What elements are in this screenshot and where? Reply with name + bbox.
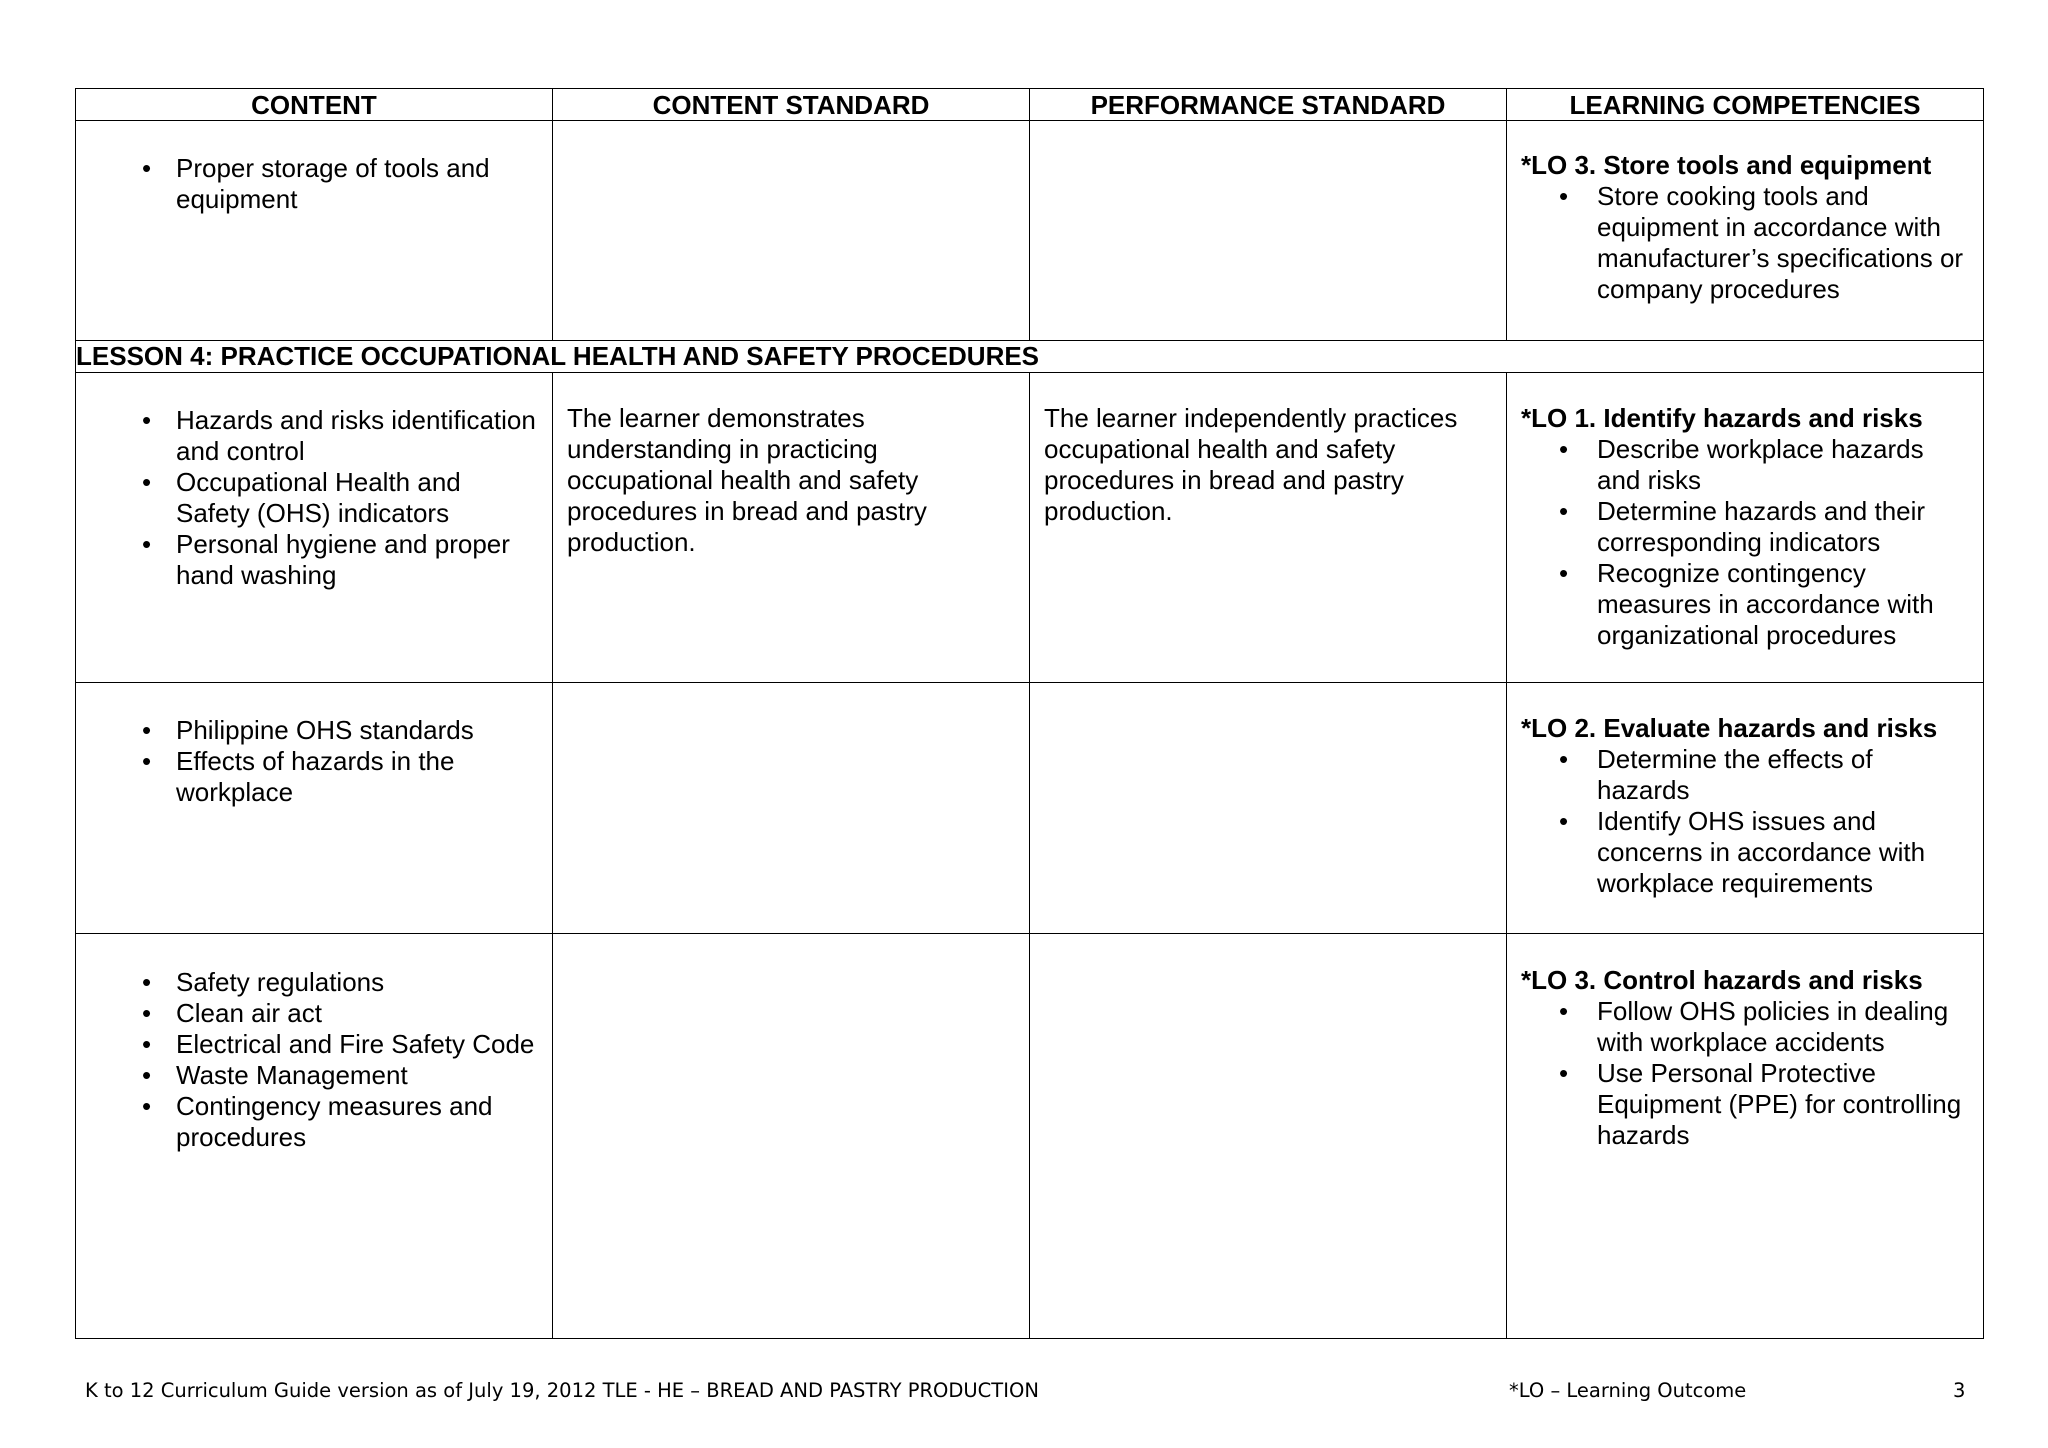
list-item: • Hazards and risks identification and control bbox=[90, 405, 538, 467]
lo-list bbox=[1521, 434, 1969, 651]
list-item: • Safety regulations bbox=[90, 967, 538, 998]
header-content-standard: CONTENT STANDARD bbox=[553, 89, 1030, 121]
content-list bbox=[90, 967, 538, 1153]
learning-competencies-cell bbox=[1507, 683, 1984, 934]
list-item: • Determine the effects of hazards bbox=[1521, 744, 1969, 806]
list-item: • Identify OHS issues and concerns in accordance with workplace requirements bbox=[1521, 806, 1969, 899]
content-list bbox=[90, 715, 538, 808]
performance-standard-cell bbox=[1030, 121, 1507, 341]
table-row bbox=[76, 121, 1984, 341]
list-item: • Personal hygiene and proper hand washing bbox=[90, 529, 538, 591]
lo-list bbox=[1521, 996, 1969, 1151]
lesson-title: LESSON 4: PRACTICE OCCUPATIONAL HEALTH AND SAFETY PROCEDURES bbox=[76, 341, 1984, 373]
list-item: • Describe workplace hazards and risks bbox=[1521, 434, 1969, 496]
list-item: • Clean air act bbox=[90, 998, 538, 1029]
content-standard-cell bbox=[553, 121, 1030, 341]
performance-standard-cell bbox=[1030, 934, 1507, 1339]
list-item: • Proper storage of tools and equipment bbox=[90, 153, 538, 215]
content-cell bbox=[76, 934, 553, 1339]
list-item: • Contingency measures and procedures bbox=[90, 1091, 538, 1153]
footer-guide-title: K to 12 Curriculum Guide version as of July 19, 2012 TLE - HE – BREAD AND PASTRY PRODUCTION bbox=[85, 1379, 1039, 1402]
lo-title: *LO 2. Evaluate hazards and risks bbox=[1521, 713, 1938, 743]
performance-standard-cell bbox=[1030, 373, 1507, 683]
content-standard-text: The learner demonstrates understanding in practicing occupational health and safety procedures in bread and pastry production. bbox=[567, 403, 927, 557]
header-row bbox=[76, 89, 1984, 121]
list-item: • Use Personal Protective Equipment (PPE) for controlling hazards bbox=[1521, 1058, 1969, 1151]
list-item: • Waste Management bbox=[90, 1060, 538, 1091]
content-cell bbox=[76, 121, 553, 341]
header-learning-competencies: LEARNING COMPETENCIES bbox=[1507, 89, 1984, 121]
curriculum-table bbox=[75, 88, 1984, 1339]
lo-title: *LO 3. Control hazards and risks bbox=[1521, 965, 1923, 995]
list-item: • Recognize contingency measures in accordance with organizational procedures bbox=[1521, 558, 1969, 651]
content-list bbox=[90, 405, 538, 591]
lo-list bbox=[1521, 181, 1969, 305]
lesson-header-row bbox=[76, 341, 1984, 373]
content-list bbox=[90, 153, 538, 215]
content-cell bbox=[76, 373, 553, 683]
content-standard-cell bbox=[553, 373, 1030, 683]
content-cell bbox=[76, 683, 553, 934]
page-number: 3 bbox=[1953, 1379, 1966, 1402]
performance-standard-cell bbox=[1030, 683, 1507, 934]
list-item: • Determine hazards and their corresponding indicators bbox=[1521, 496, 1969, 558]
performance-standard-text: The learner independently practices occupational health and safety procedures in bread and pastry production. bbox=[1044, 403, 1458, 526]
table-row bbox=[76, 934, 1984, 1339]
content-standard-cell bbox=[553, 683, 1030, 934]
learning-competencies-cell bbox=[1507, 934, 1984, 1339]
learning-competencies-cell bbox=[1507, 121, 1984, 341]
list-item: • Philippine OHS standards bbox=[90, 715, 538, 746]
content-standard-cell bbox=[553, 934, 1030, 1339]
list-item: • Store cooking tools and equipment in accordance with manufacturer’s specifications or company procedures bbox=[1521, 181, 1969, 305]
lo-title: *LO 1. Identify hazards and risks bbox=[1521, 403, 1923, 433]
table-row bbox=[76, 683, 1984, 934]
list-item: • Occupational Health and Safety (OHS) indicators bbox=[90, 467, 538, 529]
list-item: • Electrical and Fire Safety Code bbox=[90, 1029, 538, 1060]
learning-competencies-cell bbox=[1507, 373, 1984, 683]
list-item: • Effects of hazards in the workplace bbox=[90, 746, 538, 808]
footer-lo-legend: *LO – Learning Outcome bbox=[1509, 1379, 1747, 1402]
list-item: • Follow OHS policies in dealing with workplace accidents bbox=[1521, 996, 1969, 1058]
header-content: CONTENT bbox=[76, 89, 553, 121]
header-performance-standard: PERFORMANCE STANDARD bbox=[1030, 89, 1507, 121]
table-row bbox=[76, 373, 1984, 683]
lo-title: *LO 3. Store tools and equipment bbox=[1521, 150, 1932, 180]
lo-list bbox=[1521, 744, 1969, 899]
